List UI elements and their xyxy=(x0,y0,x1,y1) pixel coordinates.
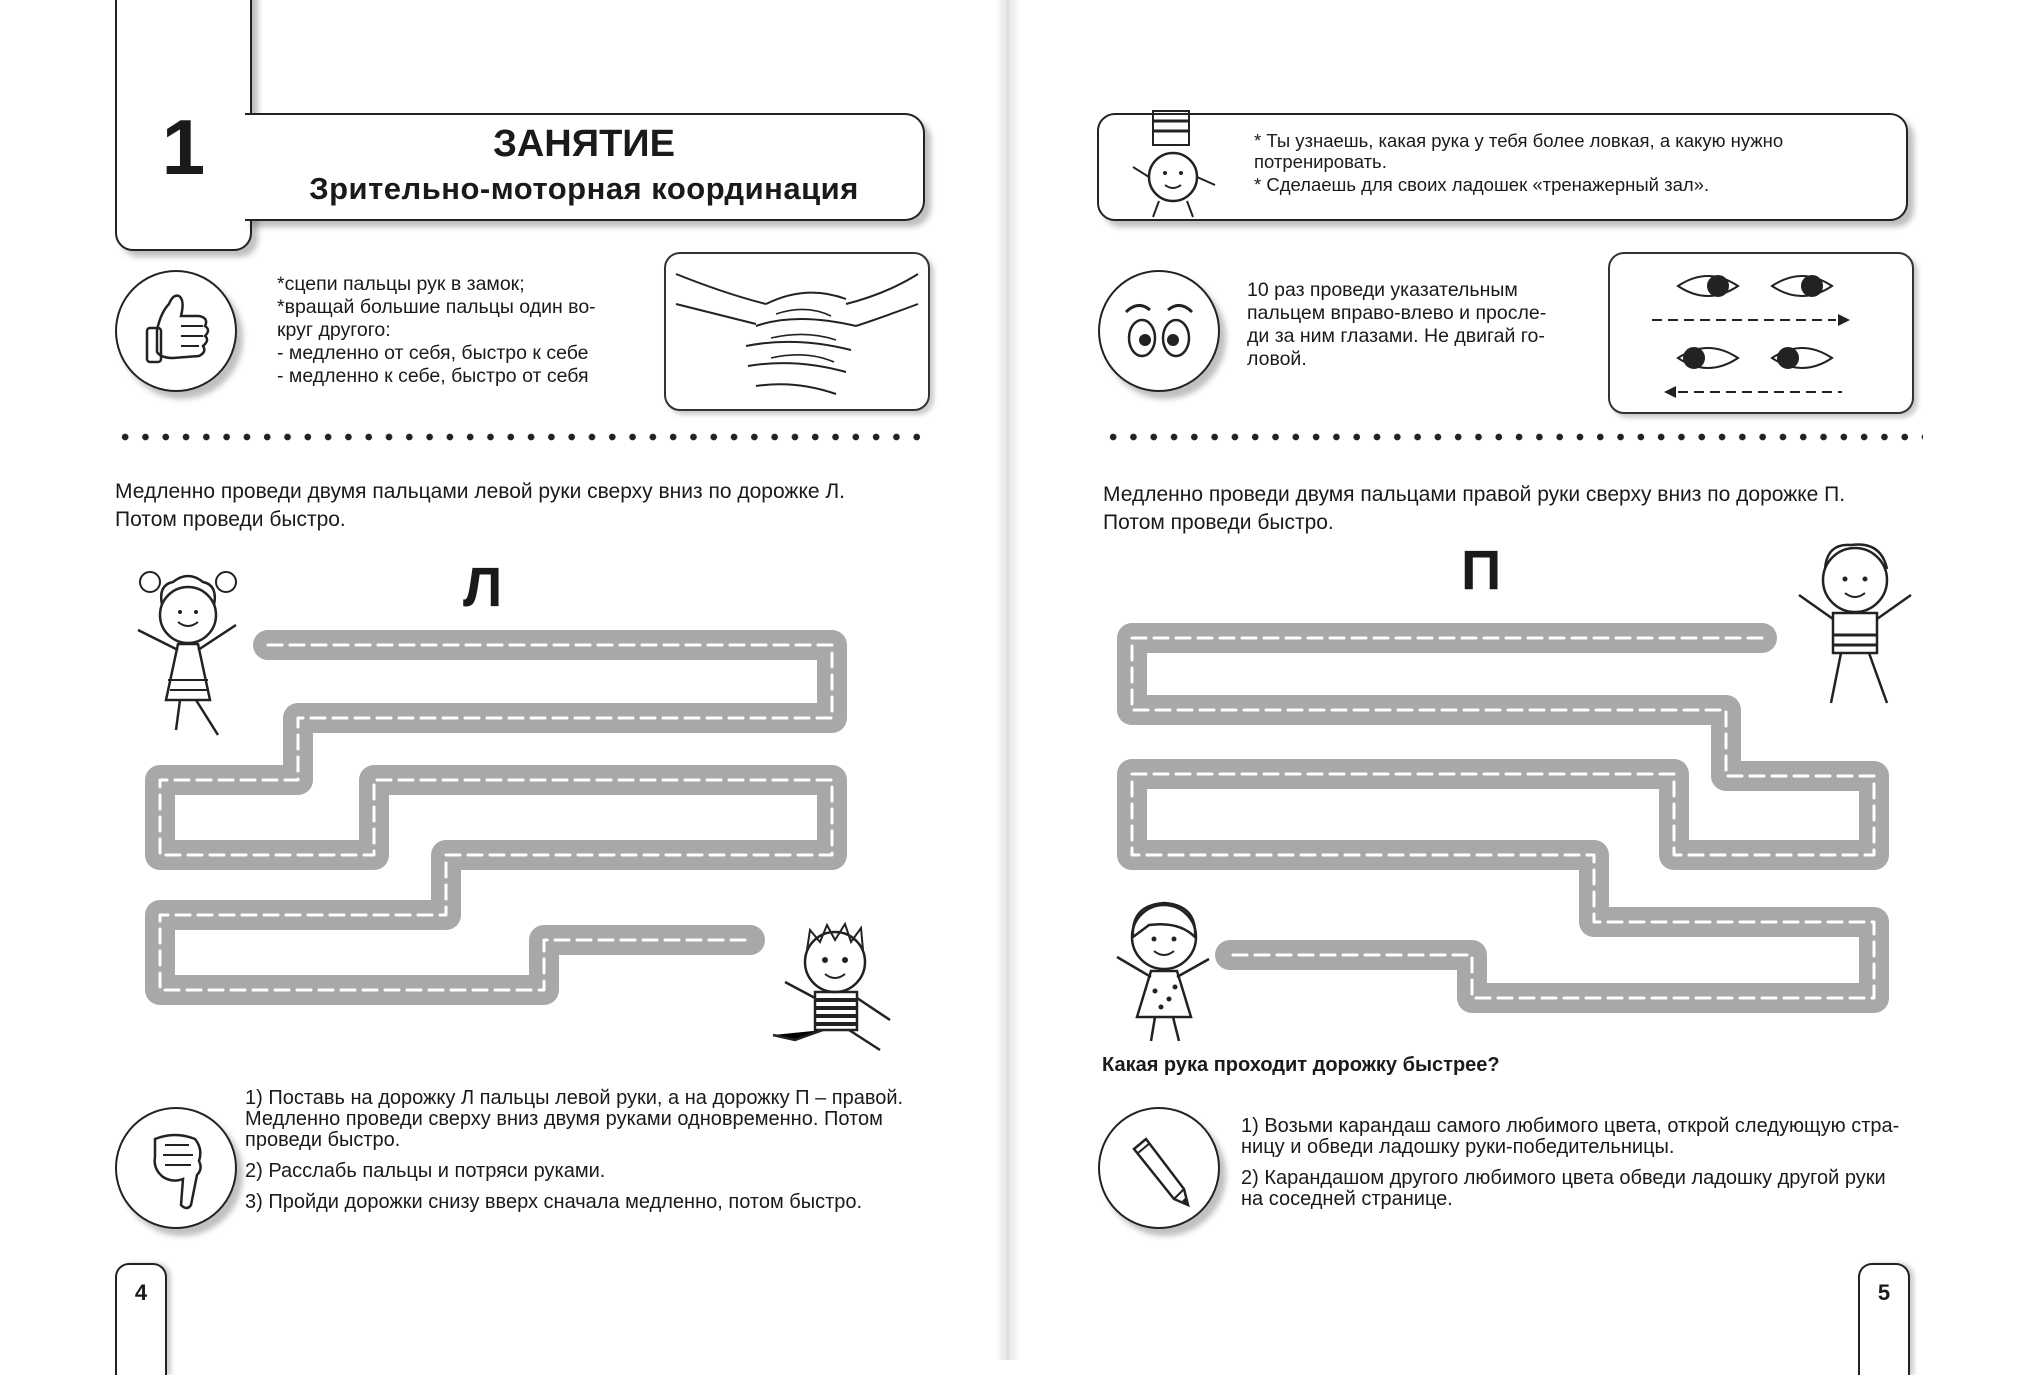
step-item xyxy=(1241,1116,1941,1158)
step-line: Медленно проведи сверху вниз двумя руками одновременно. Потом xyxy=(245,1108,883,1130)
page-number-tab xyxy=(1858,1263,1910,1375)
question-text: Какая рука проходит дорожку быстрее? xyxy=(1102,1054,1500,1076)
step-line: ницу и обведи ладошку руки-победительницы. xyxy=(1241,1136,1675,1158)
steps-list xyxy=(245,1088,945,1213)
step-line: проведи быстро. xyxy=(245,1129,401,1151)
instruction-line: Медленно проведи двумя пальцами правой руки сверху вниз по дорожке П. xyxy=(1103,483,1846,506)
exercise-line: - медленно к себе, быстро от себя xyxy=(277,365,589,387)
step-line: на соседней странице. xyxy=(1241,1188,1453,1210)
exercise-line: пальцем вправо-влево и просле- xyxy=(1247,302,1547,324)
pointing-hand-icon xyxy=(115,1107,237,1229)
track-letter-p: П xyxy=(1461,538,1502,601)
step-line: 2) Карандашом другого любимого цвета обведи ладошку другой руки xyxy=(1241,1167,1886,1189)
step-item xyxy=(245,1192,945,1213)
steps-list xyxy=(1241,1116,1941,1210)
step-item xyxy=(245,1161,945,1182)
instruction-line: Медленно проведи двумя пальцами левой руки сверху вниз по дорожке Л. xyxy=(115,480,845,503)
exercise-line: *сцепи пальцы рук в замок; xyxy=(277,273,525,295)
instruction-line: Потом проведи быстро. xyxy=(115,508,346,531)
step-item xyxy=(245,1088,945,1151)
exercise-line: - медленно от себя, быстро к себе xyxy=(277,342,589,364)
goal-line: * Сделаешь для своих ладошек «тренажерный зал». xyxy=(1254,174,1710,195)
exercise-line: круг другого: xyxy=(277,319,391,341)
page-number: 5 xyxy=(1877,1280,1891,1305)
lesson-number: 1 xyxy=(161,103,206,191)
pencil-icon xyxy=(1098,1107,1220,1229)
goal-line: потренировать. xyxy=(1254,151,1387,172)
step-line: 1) Поставь на дорожку Л пальцы левой руки, а на дорожку П – правой. xyxy=(245,1087,904,1109)
step-line: 2) Расслабь пальцы и потряси руками. xyxy=(245,1160,606,1182)
step-item xyxy=(1241,1168,1941,1210)
lesson-subtitle: Зрительно-моторная координация xyxy=(309,171,859,206)
instruction-line: Потом проведи быстро. xyxy=(1103,511,1334,534)
book-gutter xyxy=(995,0,1021,1360)
exercise-line: ди за ним глазами. Не двигай го- xyxy=(1247,325,1545,347)
page-number-tab xyxy=(115,1263,167,1375)
lesson-title: ЗАНЯТИЕ xyxy=(493,123,675,165)
exercise-line: 10 раз проведи указательным xyxy=(1247,279,1518,301)
right-page xyxy=(1021,0,2017,1360)
track-letter-l: Л xyxy=(463,555,503,618)
page-number: 4 xyxy=(134,1280,148,1305)
step-line: 1) Возьми карандаш самого любимого цвета, открой следующую стра- xyxy=(1241,1115,1900,1137)
exercise-line: *вращай большие пальцы один во- xyxy=(277,296,596,318)
exercise-line: ловой. xyxy=(1247,348,1307,370)
girl-illustration xyxy=(1109,895,1219,1045)
goal-line: * Ты узнаешь, какая рука у тебя более ловкая, а какую нужно xyxy=(1254,130,1784,151)
left-page xyxy=(0,0,1005,1360)
step-line: 3) Пройди дорожки снизу вверх сначала медленно, потом быстро. xyxy=(245,1191,863,1213)
boy-illustration xyxy=(765,920,915,1060)
